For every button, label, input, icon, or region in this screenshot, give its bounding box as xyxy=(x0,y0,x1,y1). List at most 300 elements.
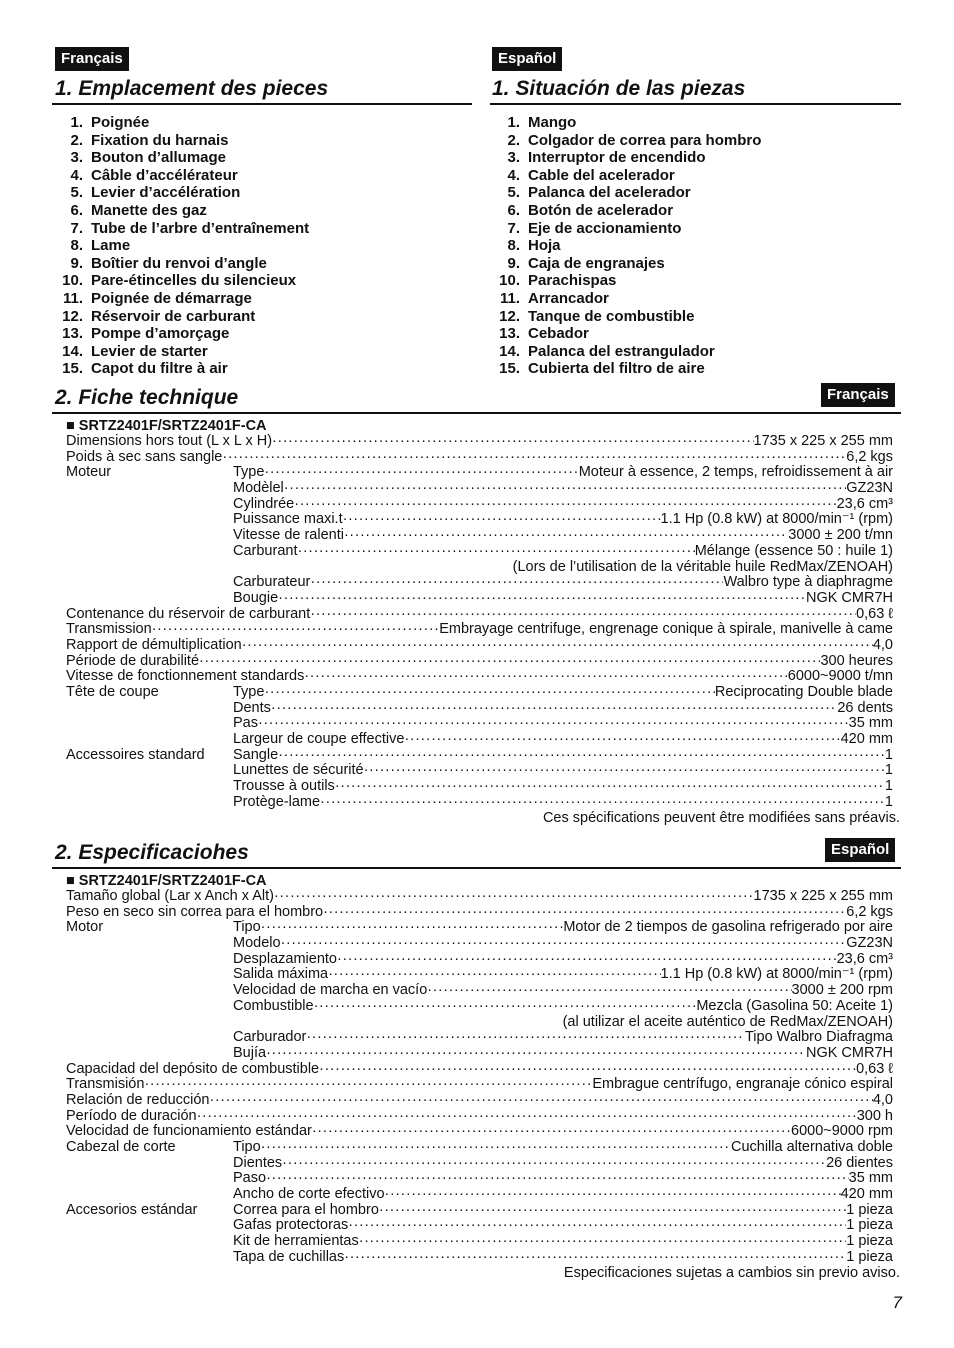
leader-dots xyxy=(344,1250,846,1266)
list-item xyxy=(486,132,906,150)
spec-row xyxy=(66,763,893,779)
list-item xyxy=(486,202,906,220)
spec-label: Largeur de coupe effective xyxy=(233,731,405,748)
spec-table-fr xyxy=(66,418,900,826)
list-item xyxy=(49,149,469,167)
leader-dots xyxy=(266,1046,806,1062)
spec-row xyxy=(66,795,893,811)
spec-value: Moteur à essence, 2 temps, refroidissement à air xyxy=(578,464,893,481)
leader-dots xyxy=(319,1062,856,1078)
spec-group xyxy=(66,1218,233,1234)
spec-value: 300 heures xyxy=(820,652,893,669)
spec-row xyxy=(66,497,893,513)
leader-dots xyxy=(314,999,697,1015)
page-number: 7 xyxy=(892,1293,902,1312)
item-label: Tube de l’arbre d’entraînement xyxy=(91,219,310,237)
spec-label: Type xyxy=(233,464,265,481)
item-number: 3. xyxy=(70,149,83,167)
spec-label: Bougie xyxy=(233,589,279,606)
list-item xyxy=(486,290,906,308)
leader-dots xyxy=(261,920,564,936)
spec-label: Dents xyxy=(233,699,271,716)
spec-value: 35 mm xyxy=(848,715,893,732)
spec-value: (al utilizar el aceite auténtico de RedMax/ZENOAH) xyxy=(562,1013,893,1030)
spec-row xyxy=(66,654,893,670)
spec-group xyxy=(66,1171,233,1187)
spec-value: 0,63 ℓ xyxy=(856,605,893,622)
spec-row xyxy=(66,1015,893,1031)
item-number: 15. xyxy=(62,360,83,378)
list-item xyxy=(486,184,906,202)
spec-group xyxy=(66,1156,233,1172)
spec-group: Tête de coupe xyxy=(66,684,159,700)
spec-value: Reciprocating Double blade xyxy=(714,684,893,700)
item-number: 6. xyxy=(507,201,520,219)
spec-row xyxy=(66,1062,893,1078)
spec-label: Gafas protectoras xyxy=(233,1217,349,1234)
leader-dots xyxy=(304,669,787,685)
spec-label: Velocidad de marcha en vacío xyxy=(233,982,428,999)
spec-label: Protège-lame xyxy=(233,793,321,810)
item-number: 9. xyxy=(70,254,83,272)
leader-dots xyxy=(310,607,856,623)
spec-group xyxy=(66,497,233,513)
list-item xyxy=(49,325,469,343)
spec-row xyxy=(66,732,893,748)
spec-value: 26 dents xyxy=(837,699,893,716)
spec-value: Embrague centrífugo, engranaje cónico espiral xyxy=(592,1076,893,1093)
list-item xyxy=(49,202,469,220)
spec-value: 0,63 ℓ xyxy=(856,1060,893,1077)
spec-row xyxy=(66,512,893,528)
spec-label: Trousse à outils xyxy=(233,778,335,795)
leader-dots xyxy=(404,732,840,748)
item-label: Palanca del estrangulador xyxy=(528,342,715,360)
parts-list-fr xyxy=(49,114,469,378)
list-item xyxy=(49,290,469,308)
lang-tag-fr-spec: Français xyxy=(821,383,895,407)
item-number: 7. xyxy=(507,219,520,237)
spec-group xyxy=(66,1234,233,1250)
item-label: Levier d’accélération xyxy=(91,184,241,202)
item-number: 15. xyxy=(499,360,520,378)
spec-note: Especificaciones sujetas a cambios sin previo aviso. xyxy=(563,1264,900,1281)
leader-dots xyxy=(209,1093,872,1109)
leader-dots xyxy=(310,575,723,591)
leader-dots xyxy=(343,512,661,528)
spec-label: Dimensions hors tout (L x L x H) xyxy=(66,433,273,449)
spec-label: Rapport de démultiplication xyxy=(66,636,242,653)
spec-group xyxy=(66,544,233,560)
leader-dots xyxy=(278,591,806,607)
spec-row xyxy=(66,983,893,999)
spec-row xyxy=(66,528,893,544)
item-number: 11. xyxy=(62,289,83,307)
item-number: 4. xyxy=(70,166,83,184)
spec-group xyxy=(66,1030,233,1046)
spec-value: 1735 x 225 x 255 mm xyxy=(753,433,893,449)
leader-dots xyxy=(264,465,578,481)
leader-dots xyxy=(278,748,885,764)
parts-title-fr: 1. Emplacement des pieces xyxy=(55,77,329,100)
divider xyxy=(52,103,472,105)
spec-row xyxy=(66,1156,893,1172)
leader-dots xyxy=(294,497,836,513)
leader-dots xyxy=(152,622,440,638)
spec-value: NGK CMR7H xyxy=(805,1044,893,1061)
spec-label: Cylindrée xyxy=(233,495,295,512)
leader-dots xyxy=(379,1203,846,1219)
leader-dots xyxy=(242,638,873,654)
item-number: 5. xyxy=(70,184,83,202)
spec-row xyxy=(66,1234,893,1250)
spec-row xyxy=(66,669,893,685)
leader-dots xyxy=(337,952,837,968)
leader-dots xyxy=(297,544,694,560)
leader-dots xyxy=(427,983,791,999)
spec-value: 420 mm xyxy=(840,731,893,748)
list-item xyxy=(486,360,906,378)
list-item xyxy=(49,220,469,238)
spec-label: Kit de herramientas xyxy=(233,1233,359,1250)
spec-group xyxy=(66,591,233,607)
spec-row xyxy=(66,1030,893,1046)
spec-group xyxy=(66,967,233,983)
list-item xyxy=(49,167,469,185)
item-label: Parachispas xyxy=(528,272,617,290)
item-number: 2. xyxy=(507,131,520,149)
spec-row xyxy=(66,607,893,623)
list-item xyxy=(49,132,469,150)
spec-value: 4,0 xyxy=(872,636,893,653)
spec-row xyxy=(66,1077,893,1093)
leader-dots xyxy=(222,450,846,466)
item-number: 8. xyxy=(70,237,83,255)
item-label: Levier de starter xyxy=(91,342,208,360)
spec-value: 35 mm xyxy=(848,1170,893,1187)
leader-dots xyxy=(323,905,846,921)
item-label: Hoja xyxy=(528,237,561,255)
spec-row xyxy=(66,591,893,607)
spec-row xyxy=(66,450,893,466)
spec-value: 6000~9000 rpm xyxy=(791,1123,893,1140)
spec-value: Tipo Walbro Diafragma xyxy=(744,1029,893,1046)
item-number: 1. xyxy=(70,114,83,131)
item-number: 7. xyxy=(70,219,83,237)
spec-label: Contenance du réservoir de carburant xyxy=(66,605,311,622)
spec-value: 1.1 Hp (0.8 kW) at 8000/min⁻¹ (rpm) xyxy=(660,966,893,983)
item-label: Interruptor de encendido xyxy=(528,149,706,167)
spec-group: Accessoires standard xyxy=(66,746,205,763)
spec-label: Tipo xyxy=(233,1139,261,1155)
item-number: 12. xyxy=(499,307,520,325)
spec-value: GZ23N xyxy=(846,935,893,952)
spec-label: Peso en seco sin correa para el hombro xyxy=(66,903,324,920)
list-item xyxy=(486,343,906,361)
spec-value: 3000 ± 200 rpm xyxy=(791,982,893,999)
item-label: Cable del acelerador xyxy=(528,166,675,184)
spec-value: 1.1 Hp (0.8 kW) at 8000/min⁻¹ (rpm) xyxy=(660,511,893,528)
spec-row xyxy=(66,434,893,450)
spec-group: Cabezal de corte xyxy=(66,1139,176,1155)
leader-dots xyxy=(284,481,846,497)
spec-value: 1 xyxy=(884,746,893,763)
list-item xyxy=(486,167,906,185)
spec-row xyxy=(66,575,893,591)
spec-value: Cuchilla alternativa doble xyxy=(730,1139,893,1155)
spec-row xyxy=(66,544,893,560)
spec-label: Carburador xyxy=(233,1029,307,1046)
spec-value: 300 h xyxy=(856,1107,893,1124)
item-label: Câble d’accélérateur xyxy=(91,166,238,184)
spec-value: 23,6 cm³ xyxy=(836,495,893,512)
spec-row xyxy=(66,1250,893,1266)
spec-label: Dientes xyxy=(233,1154,283,1171)
leader-dots xyxy=(385,1187,841,1203)
list-item xyxy=(49,184,469,202)
item-number: 10. xyxy=(499,272,520,290)
spec-row xyxy=(66,701,893,717)
spec-value: NGK CMR7H xyxy=(805,589,893,606)
list-item xyxy=(486,255,906,273)
spec-label: Vitesse de fonctionnement standards xyxy=(66,668,305,685)
item-label: Poignée de démarrage xyxy=(91,289,252,307)
divider xyxy=(490,103,901,105)
item-number: 10. xyxy=(62,272,83,290)
spec-label: Période de durabilité xyxy=(66,652,200,669)
spec-group xyxy=(66,936,233,952)
leader-dots xyxy=(328,967,660,983)
spec-row xyxy=(66,905,893,921)
parts-title-es: 1. Situación de las piezas xyxy=(492,77,746,100)
spec-row xyxy=(66,560,893,576)
spec-value: 26 dientes xyxy=(826,1154,893,1171)
leader-dots xyxy=(359,1234,847,1250)
spec-label: Tamaño global (Lar x Anch x Alt) xyxy=(66,888,274,904)
spec-row xyxy=(66,622,893,638)
list-item xyxy=(49,255,469,273)
spec-value: Mélange (essence 50 : huile 1) xyxy=(694,542,893,559)
leader-dots xyxy=(144,1077,592,1093)
item-label: Tanque de combustible xyxy=(528,307,695,325)
spec-row xyxy=(66,920,893,936)
spec-group xyxy=(66,779,233,795)
list-item xyxy=(49,237,469,255)
leader-dots xyxy=(271,701,837,717)
spec-group xyxy=(66,528,233,544)
list-item xyxy=(486,149,906,167)
spec-label: Sangle xyxy=(233,746,279,763)
spec-row xyxy=(66,1109,893,1125)
spec-title-es: 2. Especificaciohes xyxy=(55,841,249,864)
spec-value: 6,2 kgs xyxy=(846,903,893,920)
item-label: Poignée xyxy=(91,114,150,131)
spec-value: 23,6 cm³ xyxy=(836,950,893,967)
leader-dots xyxy=(282,1156,826,1172)
spec-value: Walbro type à diaphragme xyxy=(723,574,893,591)
spec-value: 1 pieza xyxy=(846,1201,893,1218)
leader-dots xyxy=(320,795,885,811)
spec-value: 1 pieza xyxy=(846,1248,893,1265)
spec-row xyxy=(66,967,893,983)
item-number: 6. xyxy=(70,201,83,219)
spec-value: 1 xyxy=(884,778,893,795)
spec-group xyxy=(66,1187,233,1203)
spec-label: Modèlel xyxy=(233,480,284,497)
item-label: Manette des gaz xyxy=(91,201,207,219)
spec-value: Mezcla (Gasolina 50: Aceite 1) xyxy=(696,997,893,1014)
spec-value: 420 mm xyxy=(840,1186,893,1203)
spec-label: Bujía xyxy=(233,1044,267,1061)
spec-row xyxy=(66,716,893,732)
item-number: 3. xyxy=(507,149,520,167)
spec-row xyxy=(66,465,893,481)
list-item xyxy=(49,343,469,361)
spec-label: Type xyxy=(233,684,265,700)
item-number: 12. xyxy=(62,307,83,325)
item-label: Boîtier du renvoi d’angle xyxy=(91,254,267,272)
spec-label: Velocidad de funcionamiento estándar xyxy=(66,1123,312,1140)
spec-row xyxy=(66,889,893,905)
spec-value: (Lors de l’utilisation de la véritable huile RedMax/ZENOAH) xyxy=(512,558,893,575)
item-number: 1. xyxy=(507,114,520,131)
list-item xyxy=(486,114,906,132)
leader-dots xyxy=(258,716,849,732)
spec-row xyxy=(66,779,893,795)
item-label: Pompe d’amorçage xyxy=(91,325,230,343)
divider xyxy=(52,867,901,869)
leader-dots xyxy=(344,528,788,544)
spec-value: 1 pieza xyxy=(846,1217,893,1234)
item-number: 14. xyxy=(62,342,83,360)
spec-group xyxy=(66,732,233,748)
spec-group xyxy=(66,952,233,968)
spec-row xyxy=(66,1046,893,1062)
item-label: Réservoir de carburant xyxy=(91,307,256,325)
spec-group xyxy=(66,481,233,497)
spec-label: Salida máxima xyxy=(233,966,329,983)
spec-label: Carburant xyxy=(233,542,298,559)
item-number: 5. xyxy=(507,184,520,202)
leader-dots xyxy=(261,1140,731,1156)
list-item xyxy=(486,325,906,343)
item-label: Caja de engranajes xyxy=(528,254,665,272)
leader-dots xyxy=(312,1124,791,1140)
leader-dots xyxy=(266,1171,849,1187)
item-number: 8. xyxy=(507,237,520,255)
lang-tag-es-spec: Español xyxy=(825,838,895,862)
spec-row xyxy=(66,952,893,968)
spec-value: 6,2 kgs xyxy=(846,448,893,465)
spec-group xyxy=(66,983,233,999)
spec-group: Motor xyxy=(66,919,104,936)
item-label: Palanca del acelerador xyxy=(528,184,691,202)
leader-dots xyxy=(335,779,885,795)
spec-label: Modelo xyxy=(233,935,281,952)
spec-note: Ces spécifications peuvent être modifiées sans préavis. xyxy=(542,809,900,826)
spec-group: Moteur xyxy=(66,464,112,481)
item-label: Bouton d’allumage xyxy=(91,149,226,167)
lang-tag-fr: Français xyxy=(55,47,129,71)
item-label: Eje de accionamiento xyxy=(528,219,682,237)
spec-label: Ancho de corte efectivo xyxy=(233,1186,385,1203)
spec-row xyxy=(66,1124,893,1140)
spec-value: Embrayage centrifuge, engrenage conique à spirale, manivelle à came xyxy=(439,621,893,638)
spec-group: Accesorios estándar xyxy=(66,1201,198,1218)
spec-row xyxy=(66,1171,893,1187)
list-item xyxy=(49,114,469,132)
spec-group xyxy=(66,575,233,591)
spec-group xyxy=(66,999,233,1015)
item-label: Pare-étincelles du silencieux xyxy=(91,272,297,290)
list-item xyxy=(486,220,906,238)
spec-row xyxy=(66,748,893,764)
item-label: Arrancador xyxy=(528,289,609,307)
item-label: Cubierta del filtro de aire xyxy=(528,360,705,378)
list-item xyxy=(486,237,906,255)
spec-row xyxy=(66,1140,893,1156)
item-number: 13. xyxy=(62,325,83,343)
item-label: Colgador de correa para hombro xyxy=(528,131,762,149)
spec-label: Pas xyxy=(233,715,258,732)
spec-label: Lunettes de sécurité xyxy=(233,762,364,779)
spec-label: Puissance maxi.t xyxy=(233,511,343,528)
spec-label: Correa para el hombro xyxy=(233,1201,379,1218)
leader-dots xyxy=(197,1109,857,1125)
spec-value: 3000 ± 200 t/mn xyxy=(788,527,893,544)
item-number: 4. xyxy=(507,166,520,184)
parts-list-es xyxy=(486,114,906,378)
spec-value: Motor de 2 tiempos de gasolina refrigerado por aire xyxy=(563,919,893,936)
spec-group xyxy=(66,1250,233,1266)
model-name: ■ SRTZ2401F/SRTZ2401F-CA xyxy=(66,873,267,889)
leader-dots xyxy=(199,654,820,670)
leader-dots xyxy=(264,685,714,701)
leader-dots xyxy=(274,889,754,905)
spec-value: 6000~9000 t/mn xyxy=(787,668,893,685)
spec-label: Vitesse de ralenti xyxy=(233,527,344,544)
divider xyxy=(52,412,901,414)
leader-dots xyxy=(272,434,754,450)
spec-row xyxy=(66,1187,893,1203)
spec-table-es xyxy=(66,873,900,1281)
spec-group xyxy=(66,512,233,528)
spec-label: Transmission xyxy=(66,621,152,638)
spec-title-fr: 2. Fiche technique xyxy=(55,386,239,409)
spec-row xyxy=(66,481,893,497)
spec-value: 1 pieza xyxy=(846,1233,893,1250)
leader-dots xyxy=(364,763,885,779)
leader-dots xyxy=(281,936,847,952)
spec-label: Poids à sec sans sangle xyxy=(66,448,223,465)
spec-group xyxy=(66,1046,233,1062)
list-item xyxy=(486,308,906,326)
item-label: Cebador xyxy=(528,325,589,343)
spec-group xyxy=(66,795,233,811)
item-number: 9. xyxy=(507,254,520,272)
spec-label: Período de duración xyxy=(66,1107,197,1124)
spec-value: 4,0 xyxy=(872,1091,893,1108)
item-label: Botón de acelerador xyxy=(528,201,674,219)
spec-label: Tipo xyxy=(233,919,261,936)
item-number: 2. xyxy=(70,131,83,149)
spec-label: Capacidad del depósito de combustible xyxy=(66,1060,320,1077)
item-label: Lame xyxy=(91,237,131,255)
item-label: Capot du filtre à air xyxy=(91,360,228,378)
lang-tag-es: Español xyxy=(492,47,562,71)
list-item xyxy=(486,272,906,290)
item-number: 13. xyxy=(499,325,520,343)
